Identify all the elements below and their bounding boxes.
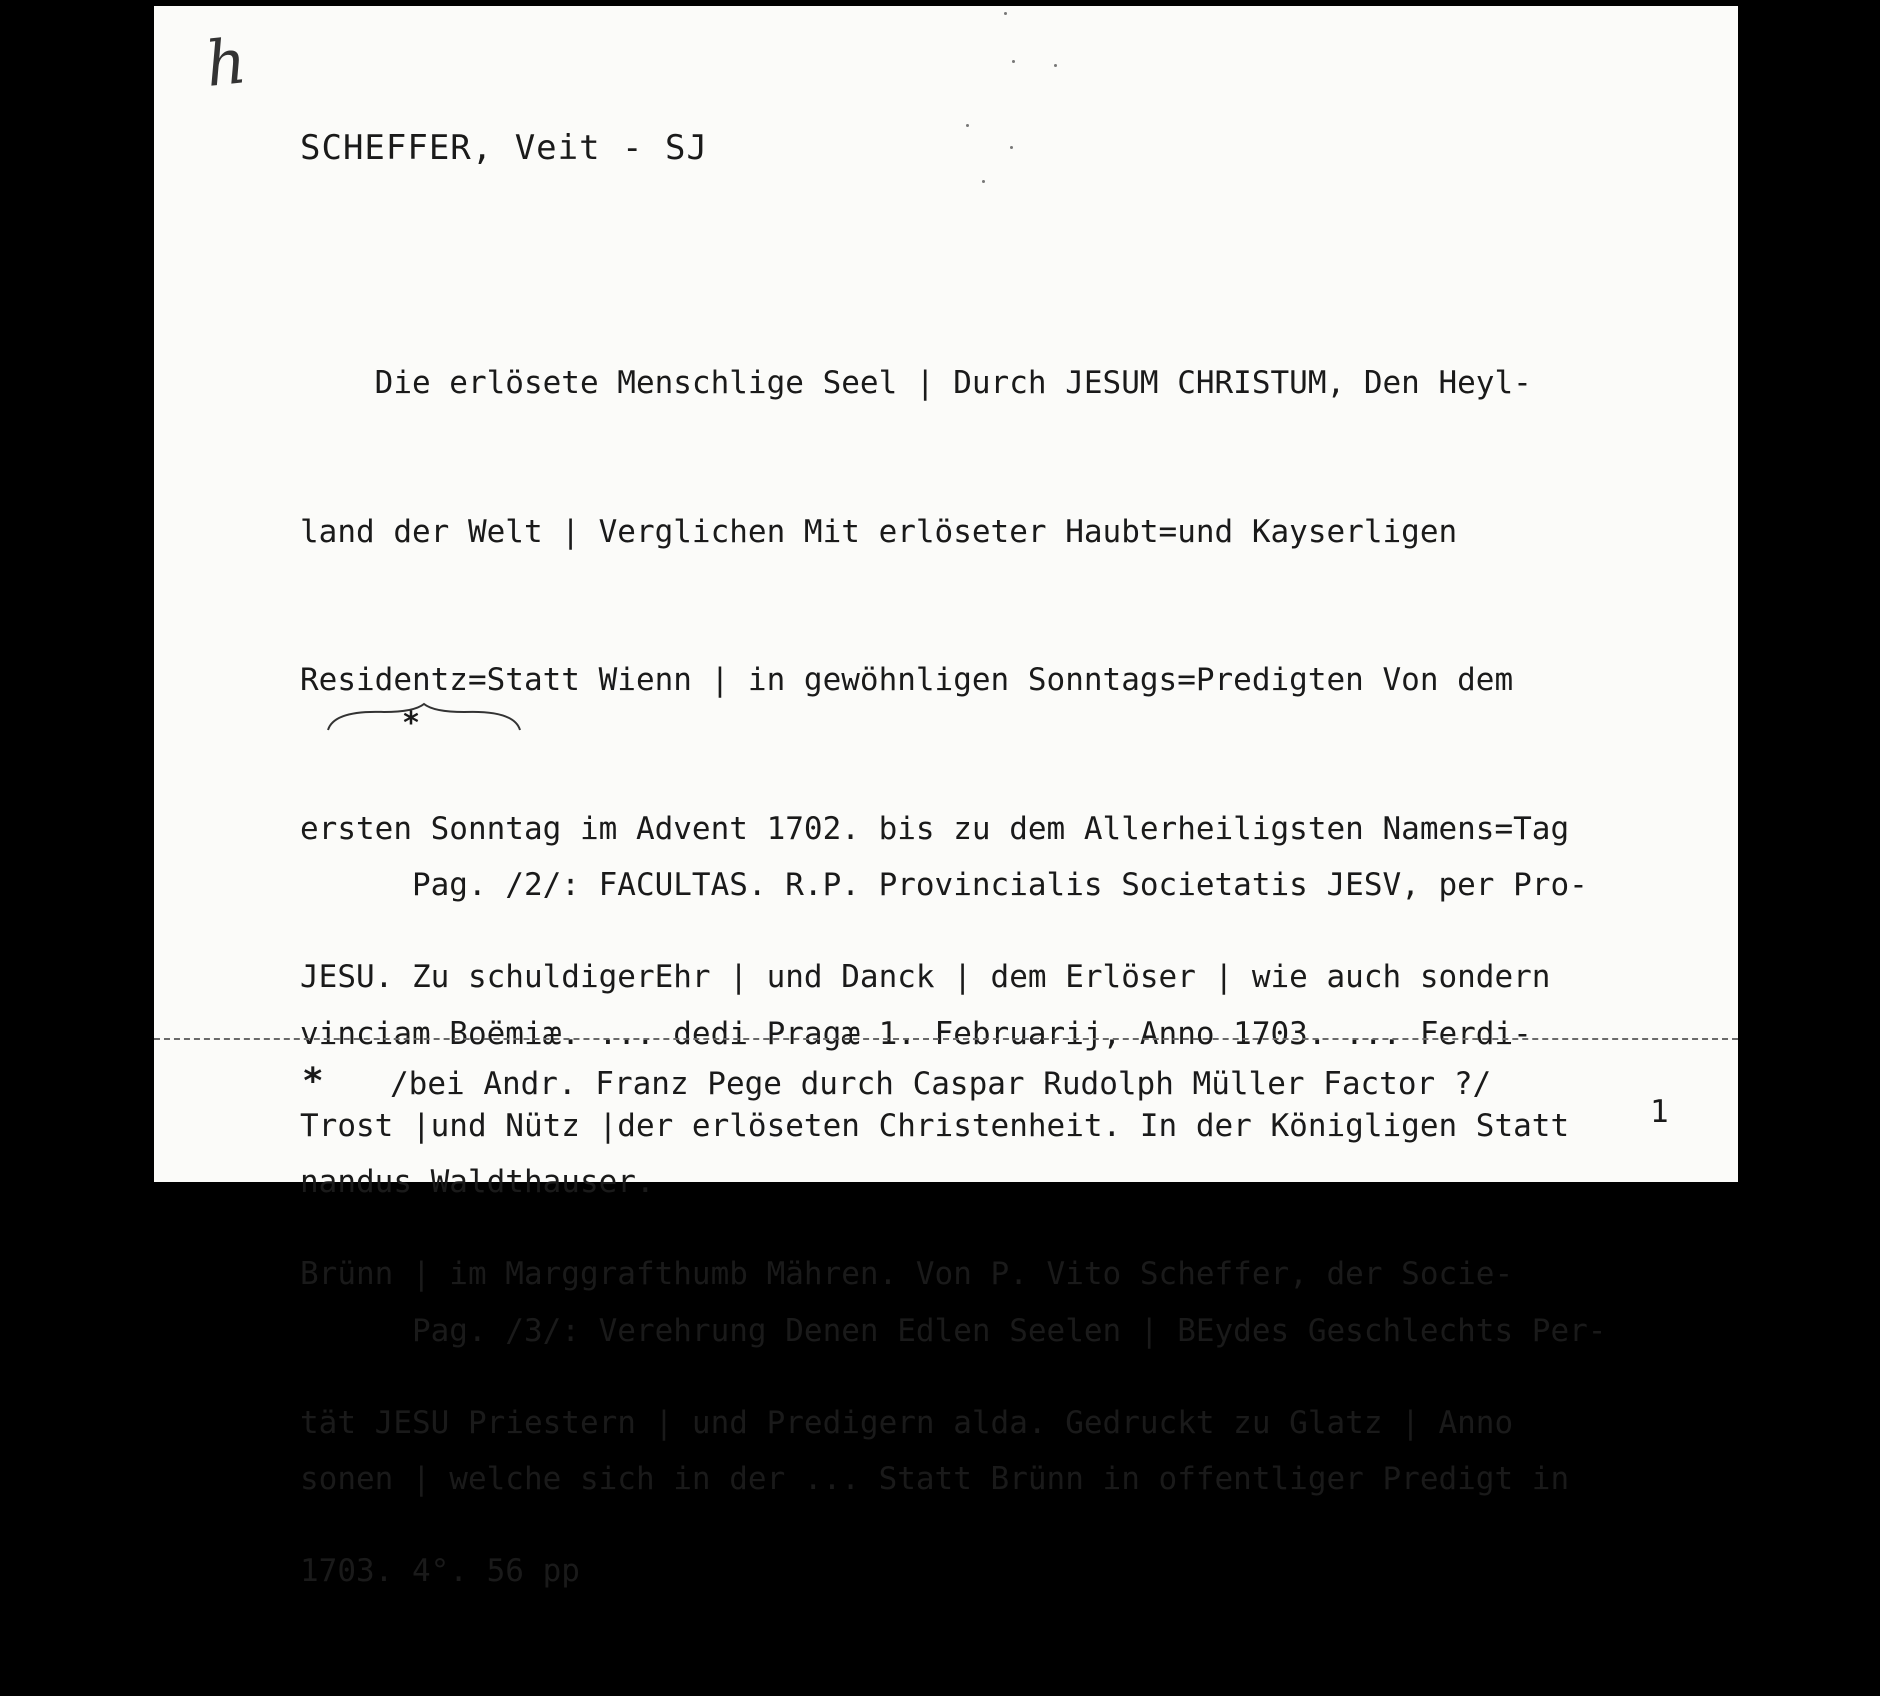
- text-line: 1703. 4°. 56 pp: [300, 1553, 580, 1589]
- footnote-divider: [154, 1038, 1738, 1040]
- scan-speck: [982, 180, 985, 183]
- catalog-card: [154, 6, 1738, 1589]
- card-header: SCHEFFER, Veit - SJ: [300, 128, 708, 168]
- text-line: Trost |und Nütz |der erlöseten Christenheit. In der Königligen Statt: [300, 1107, 1570, 1144]
- text-line: sonen | welche sich in der ... Statt Brünn in offentliger Predigt in: [300, 1461, 1570, 1497]
- page-notes: [300, 762, 1720, 1604]
- page-number: 1: [1650, 1094, 1669, 1130]
- handwritten-brace: [324, 700, 524, 740]
- text-line: Die erlösete Menschlige Seel | Durch JESUM CHRISTUM, Den Heyl-: [300, 365, 1532, 401]
- text-line: vinciam Boëmiæ. ... dedi Pragæ 1. Februarij, Anno 1703. ... Ferdi-: [300, 1015, 1532, 1052]
- text-line: tät JESU Priestern | und Predigern alda. Gedruckt zu Glatz | Anno: [300, 1404, 1514, 1441]
- footnote-asterisk: *: [302, 1061, 324, 1102]
- text-line: Pag. /2/: FACULTAS. R.P. Provincialis Societatis JESV, per Pro-: [300, 867, 1588, 903]
- text-line: land der Welt | Verglichen Mit erlöseter Haubt=und Kayserligen: [300, 513, 1458, 550]
- text-line: Brünn | im Marggrafthumb Mähren. Von P. Vito Scheffer, der Socie-: [300, 1256, 1514, 1292]
- scan-speck: [1054, 64, 1057, 67]
- scan-speck: [1004, 12, 1007, 15]
- scan-speck: [1010, 146, 1013, 149]
- text-line: nandus Waldthauser.: [300, 1164, 655, 1200]
- scan-speck: [966, 124, 969, 127]
- brace-asterisk: *: [402, 706, 421, 741]
- text-line: JESU. Zu schuldigerEhr | und Danck | dem Erlöser | wie auch sondern: [300, 959, 1551, 995]
- scan-speck: [1012, 60, 1015, 63]
- handwritten-corner-mark: h: [202, 24, 250, 101]
- footnote-text: /bei Andr. Franz Pege durch Caspar Rudolph Müller Factor ?/: [390, 1066, 1492, 1102]
- text-line: Pag. /3/: Verehrung Denen Edlen Seelen | BEydes Geschlechts Per-: [300, 1312, 1607, 1349]
- text-line: ersten Sonntag im Advent 1702. bis zu dem Allerheiligsten Namens=Tag: [300, 810, 1570, 847]
- text-line: Residentz=Statt Wienn | in gewöhnligen Sonntags=Predigten Von dem: [300, 662, 1514, 698]
